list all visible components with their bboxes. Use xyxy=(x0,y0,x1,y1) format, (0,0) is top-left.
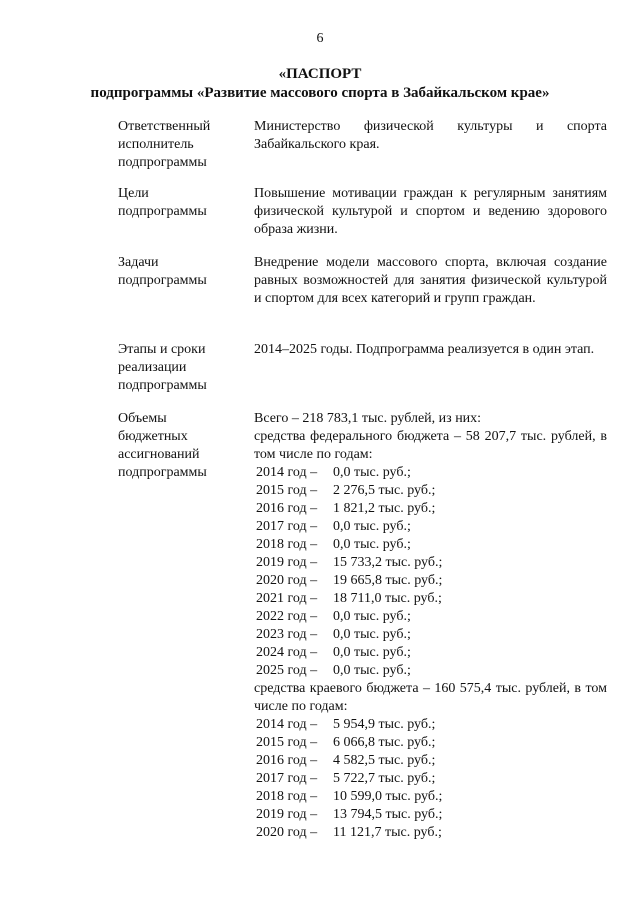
regional-year-line xyxy=(254,770,607,788)
year-label: 2017 год – xyxy=(256,519,318,534)
title-line-1: «ПАСПОРТ xyxy=(278,66,362,82)
federal-year-line xyxy=(254,464,607,482)
federal-year-line xyxy=(254,500,607,518)
year-amount: 4 582,5 тыс. руб.; xyxy=(333,753,436,768)
row-value: Повышение мотивации граждан к регулярным занятиям физической культурой и спортом и ведению здорового образа жизни. xyxy=(254,186,607,237)
year-amount: 10 599,0 тыс. руб.; xyxy=(333,789,443,804)
federal-budget-intro: средства федерального бюджета – 58 207,7 тыс. рублей, в том числе по годам: xyxy=(254,429,607,462)
year-amount: 5 954,9 тыс. руб.; xyxy=(333,717,436,732)
row-value: Министерство физической культуры и спорта Забайкальского края. xyxy=(254,119,607,152)
year-amount: 1 821,2 тыс. руб.; xyxy=(333,501,436,516)
page-title xyxy=(0,65,640,103)
federal-year-line xyxy=(254,554,607,572)
row-label: Этапы и сроки реализации подпрограммы xyxy=(118,342,207,393)
budget-details xyxy=(254,410,607,842)
year-label: 2020 год – xyxy=(256,573,318,588)
year-amount: 11 121,7 тыс. руб.; xyxy=(333,825,442,840)
year-amount: 0,0 тыс. руб.; xyxy=(333,537,411,552)
year-amount: 0,0 тыс. руб.; xyxy=(333,465,411,480)
year-amount: 13 794,5 тыс. руб.; xyxy=(333,807,443,822)
year-label: 2015 год – xyxy=(256,735,318,750)
regional-budget-list xyxy=(254,716,607,842)
federal-year-line xyxy=(254,518,607,536)
year-label: 2017 год – xyxy=(256,771,318,786)
year-label: 2019 год – xyxy=(256,555,318,570)
year-amount: 6 066,8 тыс. руб.; xyxy=(333,735,436,750)
year-label: 2016 год – xyxy=(256,753,318,768)
page-number: 6 xyxy=(316,31,324,46)
federal-year-line xyxy=(254,644,607,662)
regional-year-line xyxy=(254,716,607,734)
regional-year-line xyxy=(254,734,607,752)
year-label: 2016 год – xyxy=(256,501,318,516)
federal-year-line xyxy=(254,536,607,554)
budget-total: Всего – 218 783,1 тыс. рублей, из них: xyxy=(254,411,482,426)
regional-budget-intro: средства краевого бюджета – 160 575,4 тыс. рублей, в том числе по годам: xyxy=(254,681,607,714)
regional-year-line xyxy=(254,824,607,842)
federal-year-line xyxy=(254,590,607,608)
year-amount: 0,0 тыс. руб.; xyxy=(333,519,411,534)
year-amount: 0,0 тыс. руб.; xyxy=(333,609,411,624)
year-amount: 0,0 тыс. руб.; xyxy=(333,645,411,660)
year-label: 2021 год – xyxy=(256,591,318,606)
regional-year-line xyxy=(254,788,607,806)
row-value: Внедрение модели массового спорта, включая создание равных возможностей для занятия физической культурой и спортом для всех категорий и групп граждан. xyxy=(254,255,607,306)
federal-budget-list xyxy=(254,464,607,680)
year-amount: 15 733,2 тыс. руб.; xyxy=(333,555,443,570)
year-label: 2020 год – xyxy=(256,825,318,840)
title-line-2: подпрограммы «Развитие массового спорта в Забайкальском крае» xyxy=(90,85,550,101)
regional-year-line xyxy=(254,806,607,824)
row-label: Задачи подпрограммы xyxy=(118,255,207,288)
year-label: 2014 год – xyxy=(256,717,318,732)
year-label: 2025 год – xyxy=(256,663,318,678)
regional-year-line xyxy=(254,752,607,770)
year-label: 2023 год – xyxy=(256,627,318,642)
year-label: 2022 год – xyxy=(256,609,318,624)
row-label: Ответственный исполнитель подпрограммы xyxy=(118,119,211,170)
year-amount: 0,0 тыс. руб.; xyxy=(333,627,411,642)
federal-year-line xyxy=(254,572,607,590)
year-label: 2019 год – xyxy=(256,807,318,822)
year-label: 2024 год – xyxy=(256,645,318,660)
year-label: 2018 год – xyxy=(256,537,318,552)
federal-year-line xyxy=(254,482,607,500)
year-amount: 18 711,0 тыс. руб.; xyxy=(333,591,442,606)
year-amount: 5 722,7 тыс. руб.; xyxy=(333,771,436,786)
year-label: 2018 год – xyxy=(256,789,318,804)
year-label: 2015 год – xyxy=(256,483,318,498)
federal-year-line xyxy=(254,662,607,680)
year-amount: 0,0 тыс. руб.; xyxy=(333,663,411,678)
year-label: 2014 год – xyxy=(256,465,318,480)
row-value: 2014–2025 годы. Подпрограмма реализуется в один этап. xyxy=(254,342,595,357)
row-label: Объемы бюджетных ассигнований подпрограммы xyxy=(118,411,207,480)
federal-year-line xyxy=(254,608,607,626)
year-amount: 2 276,5 тыс. руб.; xyxy=(333,483,436,498)
year-amount: 19 665,8 тыс. руб.; xyxy=(333,573,443,588)
row-label: Цели подпрограммы xyxy=(118,186,207,219)
federal-year-line xyxy=(254,626,607,644)
